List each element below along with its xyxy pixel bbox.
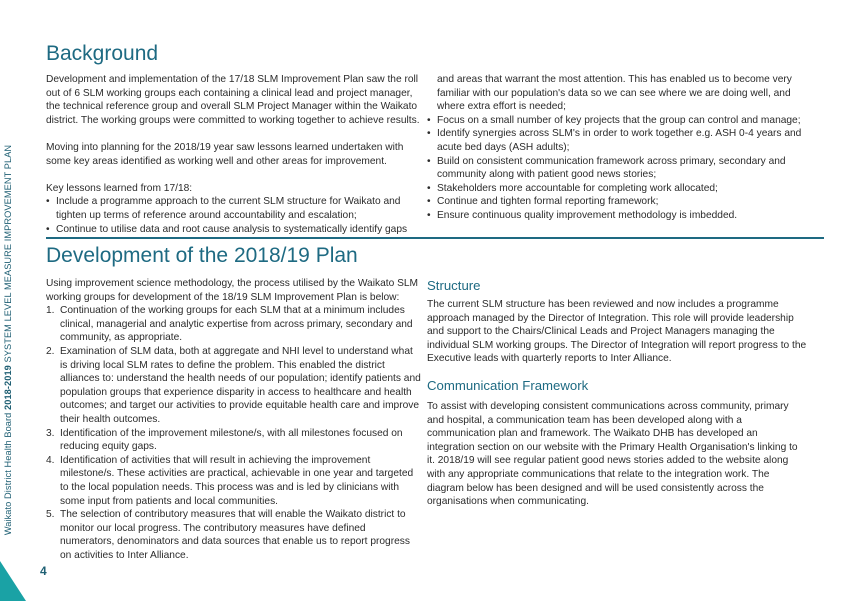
structure-text: The current SLM structure has been reviewed and now includes a programme approach managed by the Director of Integration. This role will provide leadership and support to the Chairs/Clinical Leads and Project Managers managing the individual SLM working groups. The Director of Integration will report progress to the Executive leads with quarterly reports to Inter Alliance.: [427, 299, 807, 365]
background-para-2: Moving into planning for the 2018/19 year saw lessons learned undertaken with some key areas identified as working well and other areas for improvement.: [46, 141, 404, 167]
list-item: • Stakeholders more accountable for completing work allocated;: [427, 182, 803, 196]
list-item: • Ensure continuous quality improvement methodology is imbedded.: [427, 209, 803, 223]
communication-heading: Communication Framework: [427, 378, 589, 393]
page-number: 4: [40, 564, 47, 578]
list-item: • Continue to utilise data and root cause analysis to systematically identify gaps: [46, 223, 422, 237]
development-steps: [46, 304, 422, 562]
list-item: • Focus on a small number of key projects that the group can control and manage;: [427, 114, 803, 128]
section-divider: [46, 237, 824, 239]
list-item: 2. Examination of SLM data, both at aggregate and NHI level to understand what is driving local SLM rates to define the problem. This enabled the district alliances to: understand the health needs of our population; identify patients and population groups that experience disparity in access to healthcare and health outcomes; and target our activities to provide equitable health care and improve their health outcomes.: [46, 345, 422, 427]
list-item: 4. Identification of activities that will result in achieving the improvement milestone/s. These activities are practical, achievable in one year and targeted to the local population needs. This process was and is led by clinicians with some input from patients and local communities.: [46, 454, 422, 508]
lessons-continuation: and areas that warrant the most attention. This has enabled us to become very familiar with our population's data so we can see where we are doing well, and where extra effort is needed;: [437, 74, 792, 113]
background-heading: Background: [46, 42, 159, 65]
development-intro: Using improvement science methodology, the process utilised by the Waikato SLM working groups for development of the 18/19 SLM Improvement Plan is below:: [46, 278, 419, 303]
list-item: 3. Identification of the improvement milestone/s, with all milestones focused on reducing equity gaps.: [46, 427, 422, 454]
side-org: Waikato District Health Board: [3, 412, 13, 536]
list-item: 5. The selection of contributory measures that will enable the Waikato district to monitor our local progress. The contributory measures have defined numerators, denominators and data sources that enable us to report progress on activities to Inter Alliance.: [46, 508, 422, 562]
background-left-column: [46, 73, 422, 236]
list-item: 1. Continuation of the working groups for each SLM that at a minimum includes clinical, managerial and analytic expertise from across primary, secondary and community, as appropriate.: [46, 304, 422, 345]
lessons-list: [46, 195, 422, 236]
list-item: • Identify synergies across SLM's in order to work together e.g. ASH 0-4 years and acute bed days (ASH adults);: [427, 127, 803, 154]
development-left-column: [46, 277, 422, 562]
communication-text: To assist with developing consistent communications across community, primary and hospital, a communication team has been developed along with a communication plan and framework. The Waikato DHB has developed an integration section on our website with the Primary Health Organisation's linking to it. 2018/19 will see regular patient good news stories added to the website along with any appropriate communications that relate to the integration work. The diagram below has been designed and will be used consistently across the organisations when communicating.: [427, 401, 798, 508]
lessons-intro: Key lessons learned from 17/18:: [46, 182, 193, 194]
communication-column: [427, 400, 807, 509]
structure-column: [427, 298, 807, 366]
list-item: • Build on consistent communication framework across primary, secondary and community along with patient good news stories;: [427, 155, 803, 182]
side-running-label: [0, 120, 18, 560]
structure-heading: Structure: [427, 278, 481, 293]
background-right-column: [427, 73, 803, 223]
side-plan: SYSTEM LEVEL MEASURE IMPROVEMENT PLAN: [3, 144, 13, 363]
list-item: • Include a programme approach to the current SLM structure for Waikato and tighten up terms of reference around accountability and escalation;: [46, 195, 422, 222]
lessons-list-continued: [427, 114, 803, 223]
development-heading: Development of the 2018/19 Plan: [46, 244, 358, 267]
list-item: • Continue and tighten formal reporting framework;: [427, 195, 803, 209]
corner-accent: [0, 561, 26, 601]
background-para-1: Development and implementation of the 17/18 SLM Improvement Plan saw the roll out of 6 SLM working groups each containing a clinical lead and project manager, the technical reference group and overall SLM Project Manager within the Waikato district. The working groups were committed to working together to achieve results.: [46, 74, 420, 126]
side-years: 2018-2019: [3, 365, 13, 410]
